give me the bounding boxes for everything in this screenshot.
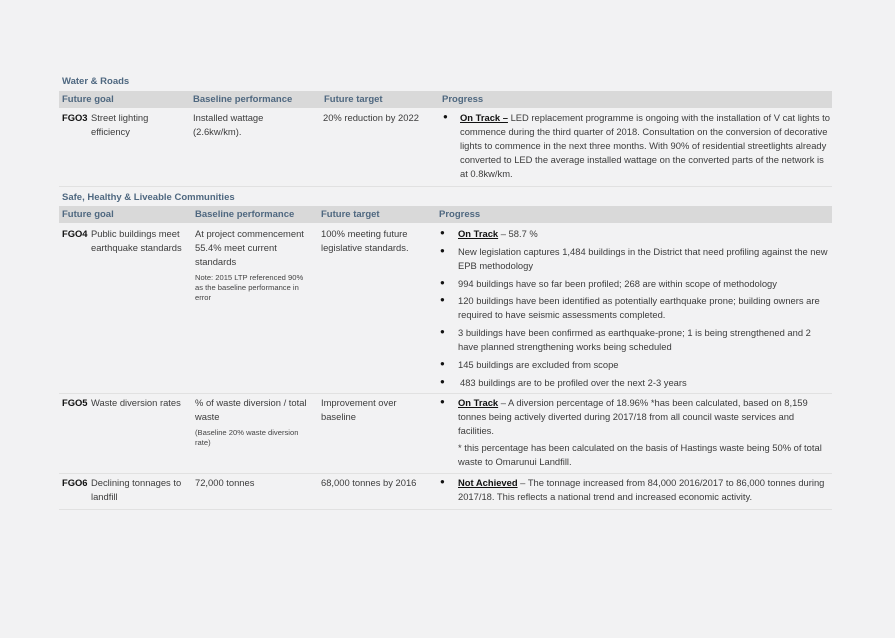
status-badge: On Track	[458, 228, 499, 239]
progress-detail: – The tonnage increased from 84,000 2016/2017 to 86,000 tonnes during 2017/18. This reflects a national trend and increased economic activity.	[458, 477, 825, 502]
bullet-icon: ●	[440, 477, 445, 486]
row-divider	[59, 186, 832, 187]
status-badge: On Track	[458, 397, 499, 408]
header-baseline: Baseline performance	[193, 94, 293, 105]
bullet-icon: ●	[440, 246, 445, 255]
bullet-icon: ●	[440, 295, 445, 304]
goal-text: Public buildings meet earthquake standards	[91, 228, 182, 253]
progress-detail: – A diversion percentage of 18.96% *has been calculated, based on 8,159 tonnes being actively diverted during 2017/18 from all council waste services and facilities.	[458, 397, 808, 436]
section-title-water-roads: Water & Roads	[62, 76, 130, 87]
row-divider	[59, 393, 832, 394]
progress-text	[458, 476, 830, 504]
list-item: 120 buildings have been identified as potentially earthquake prone; building owners are required to have seismic assessments completed.	[458, 295, 820, 320]
bullet-icon: ●	[440, 228, 445, 237]
progress-footnote: * this percentage has been calculated on the basis of Hastings waste being 50% of total waste to Omarunui Landfill.	[458, 442, 822, 467]
bullet-icon: ●	[440, 397, 445, 406]
target-text: 68,000 tonnes by 2016	[321, 477, 417, 488]
target-text: Improvement over baseline	[321, 397, 397, 422]
progress-detail: LED replacement programme is ongoing with the installation of V cat lights to commence during the third quarter of 2018. Consultation on the conversion of decorative lights to commence in the next three months. With 90% of residential streetlights already converted to LED the average installed wattage on the converted parts of the network is at 0.8kw/km.	[460, 112, 830, 179]
bullet-icon: ●	[440, 359, 445, 368]
header-progress: Progress	[442, 94, 484, 105]
baseline-text: Installed wattage (2.6kw/km).	[193, 112, 264, 137]
baseline-text: % of waste diversion / total waste	[195, 397, 307, 422]
goal-code: FGO3	[62, 112, 88, 123]
status-value: – 58.7 %	[500, 228, 538, 239]
table-header-water-roads	[59, 91, 832, 108]
header-progress: Progress	[439, 209, 481, 220]
header-future-goal: Future goal	[62, 94, 114, 105]
bullet-icon: ●	[440, 278, 445, 287]
baseline-note: Note: 2015 LTP referenced 90% as the baseline performance in error	[195, 273, 304, 302]
list-item: 994 buildings have so far been profiled; 268 are within scope of methodology	[458, 278, 777, 289]
status-badge: On Track –	[460, 112, 508, 123]
header-future-goal: Future goal	[62, 209, 114, 220]
list-item: 483 buildings are to be profiled over the next 2-3 years	[460, 377, 687, 388]
goal-code: FGO6	[62, 477, 88, 488]
header-future-target: Future target	[324, 94, 383, 105]
target-text: 100% meeting future legislative standards.	[321, 228, 409, 253]
section-title-safe-healthy: Safe, Healthy & Liveable Communities	[62, 192, 235, 203]
baseline-note: (Baseline 20% waste diversion rate)	[195, 428, 299, 447]
row-divider	[59, 509, 832, 510]
row-divider	[59, 473, 832, 474]
goal-text: Declining tonnages to landfill	[91, 477, 182, 502]
goal-code: FGO4	[62, 228, 88, 239]
progress-status	[458, 227, 830, 241]
progress-text	[458, 396, 830, 438]
list-item: 3 buildings have been confirmed as earthquake-prone; 1 is being strengthened and 2 have planned strengthening works being scheduled	[458, 327, 811, 352]
baseline-text: At project commencement 55.4% meet current standards	[195, 228, 304, 267]
goal-code: FGO5	[62, 397, 88, 408]
header-future-target: Future target	[321, 209, 380, 220]
list-item: 145 buildings are excluded from scope	[458, 359, 619, 370]
status-badge: Not Achieved	[458, 477, 518, 488]
baseline-text: 72,000 tonnes	[195, 477, 255, 488]
target-text: 20% reduction by 2022	[323, 112, 419, 123]
header-baseline: Baseline performance	[195, 209, 295, 220]
list-item: New legislation captures 1,484 buildings in the District that need profiling against the new EPB methodology	[458, 246, 828, 271]
table-header-safe-healthy	[59, 206, 832, 223]
progress-text	[460, 111, 830, 181]
bullet-icon: ●	[440, 327, 445, 336]
bullet-icon: ●	[440, 377, 445, 386]
goal-text: Street lighting efficiency	[91, 112, 149, 137]
goal-text: Waste diversion rates	[91, 397, 181, 408]
bullet-icon: ●	[443, 112, 448, 121]
